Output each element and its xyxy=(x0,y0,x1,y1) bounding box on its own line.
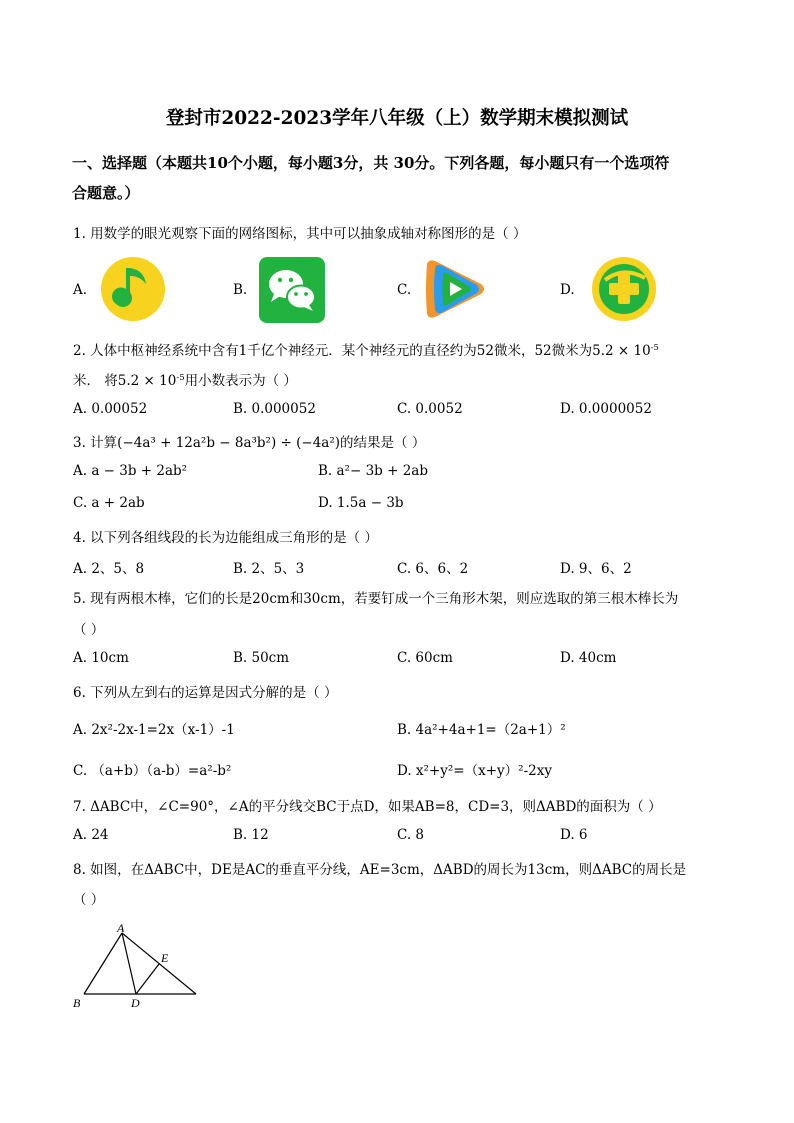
q8-stem-line1: 8. 如图，在ΔABC中，DE是AC的垂直平分线，AE=3cm，ΔABD的周长为13cm，则ΔABC的周长是 xyxy=(73,862,687,878)
q6-option-c: C. （a+b）（a-b）=a²-b² xyxy=(73,763,232,779)
q2-exponent-1: -5 xyxy=(650,343,659,353)
q2-option-c: C. 0.0052 xyxy=(397,401,463,417)
q5-option-d: D. 40cm xyxy=(560,650,617,666)
q5-option-c: C. 60cm xyxy=(397,650,453,666)
q5-option-b: B. 50cm xyxy=(233,650,290,666)
360-security-icon xyxy=(591,256,657,322)
q4-option-b: B. 2、5、3 xyxy=(233,561,305,577)
page-title: 登封市2022-2023学年八年级（上）数学期末模拟测试 xyxy=(165,108,629,129)
q2-stem-line2-text-a: 米． 将5.2 × 10 xyxy=(73,373,177,389)
q7-option-c: C. 8 xyxy=(397,827,425,843)
q6-option-b: B. 4a²+4a+1=（2a+1）² xyxy=(397,722,566,738)
q3-option-d: D. 1.5a − 3b xyxy=(318,495,404,511)
section-heading-line1: 一、选择题（本题共10个小题，每小题3分，共 30分。下列各题，每小题只有一个选项符 xyxy=(72,154,670,172)
q2-stem-line2 xyxy=(73,369,297,389)
q2-stem-line1 xyxy=(73,339,659,359)
q2-stem-line1-text: 2. 人体中枢神经系统中含有1千亿个神经元．某个神经元的直径约为52微米，52微米为5.2 × 10 xyxy=(73,343,651,359)
section-heading-line2: 合题意。） xyxy=(72,184,140,202)
q5-stem-line2: （ ） xyxy=(73,622,105,638)
segment-de xyxy=(136,964,159,994)
wechat-icon xyxy=(259,257,325,323)
qq-music-icon xyxy=(100,256,166,322)
segment-ac xyxy=(122,933,196,994)
q4-option-d: D. 9、6、2 xyxy=(560,561,632,577)
q3-option-a: A. a − 3b + 2ab² xyxy=(73,463,188,479)
q6-stem: 6. 下列从左到右的运算是因式分解的是（ ） xyxy=(73,685,338,701)
q3-stem: 3. 计算(−4a³ + 12a²b − 8a³b²) ÷ (−4a²)的结果是（ ） xyxy=(73,435,426,451)
q6-option-a: A. 2x²-2x-1=2x（x-1）-1 xyxy=(73,722,235,738)
q5-option-a: A. 10cm xyxy=(73,650,129,666)
q1-option-a-label: A. xyxy=(73,282,88,298)
q8-stem-line2: （ ） xyxy=(73,892,105,908)
vertex-label-a: A xyxy=(117,921,125,935)
q3-option-b: B. a²− 3b + 2ab xyxy=(318,463,428,479)
vertex-label-b: B xyxy=(73,996,81,1010)
q2-option-b: B. 0.000052 xyxy=(233,401,316,417)
q1-option-b-label: B. xyxy=(233,282,248,298)
q2-stem-line2-text-b: 用小数表示为（ ） xyxy=(184,373,297,389)
q3-option-c: C. a + 2ab xyxy=(73,495,145,511)
q1-option-c-label: C. xyxy=(397,282,412,298)
q6-option-d: D. x²+y²=（x+y）²-2xy xyxy=(397,763,552,779)
segment-ab xyxy=(84,933,122,994)
q1-stem: 1. 用数学的眼光观察下面的网络图标，其中可以抽象成轴对称图形的是（ ） xyxy=(73,226,527,242)
vertex-label-e: E xyxy=(161,951,169,965)
q2-option-a: A. 0.00052 xyxy=(73,401,148,417)
vertex-label-d: D xyxy=(131,996,140,1010)
q7-option-d: D. 6 xyxy=(560,827,588,843)
q2-option-d: D. 0.0000052 xyxy=(560,401,652,417)
q4-stem: 4. 以下列各组线段的长为边能组成三角形的是（ ） xyxy=(73,530,378,546)
q2-exponent-2: -5 xyxy=(176,373,185,383)
q7-stem: 7. ΔABC中，∠C=90°，∠A的平分线交BC于点D，如果AB=8，CD=3，则ΔABD的面积为（ ） xyxy=(73,799,662,815)
q5-stem-line1: 5. 现有两根木棒，它们的长是20cm和30cm，若要钉成一个三角形木架，则应选取的第三根木棒长为 xyxy=(73,591,679,607)
q4-option-a: A. 2、5、8 xyxy=(73,561,145,577)
triangle-figure xyxy=(68,920,208,1012)
q7-option-b: B. 12 xyxy=(233,827,269,843)
tencent-video-icon xyxy=(421,258,491,320)
q7-option-a: A. 24 xyxy=(73,827,109,843)
q4-option-c: C. 6、6、2 xyxy=(397,561,469,577)
q1-option-d-label: D. xyxy=(560,282,575,298)
